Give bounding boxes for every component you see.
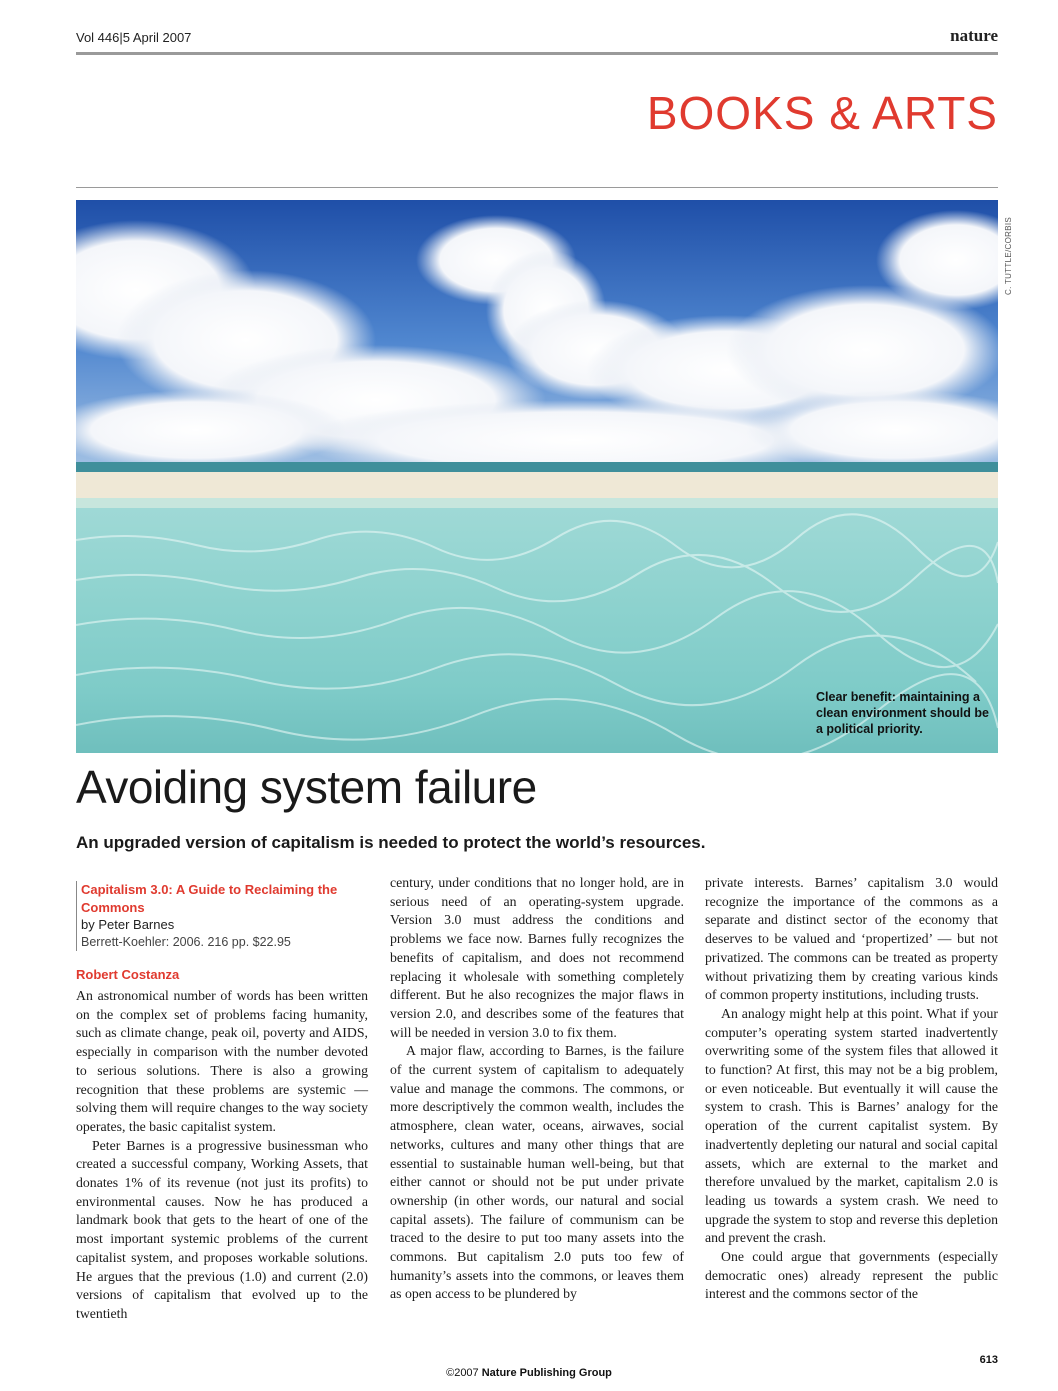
paragraph: One could argue that governments (especially democratic ones) already represent the public interest and the commons sector of the (705, 1249, 998, 1302)
article-headline: Avoiding system failure (76, 761, 537, 813)
photo-caption: Clear benefit: maintaining a clean environment should be a political priority. (816, 690, 989, 736)
paragraph: private interests. Barnes’ capitalism 3.0 would recognize the importance of the commons as a separate and distinct sector of the economy that deserves to be valued and ‘propertized’ — but not privatized. The commons can be treated as property without privatizing them by creating various kinds of common property institutions, including trusts. (705, 875, 998, 1003)
section-rule (76, 187, 998, 188)
paragraph: A major flaw, according to Barnes, is the failure of the current system of capitalism to adequately value and manage the commons. The commons, or more descriptively the common wealth, includes the atmosphere, clean water, oceans, airwaves, social networks, cultures and many other things that are essential to sustainable human well-being, but that either cannot or should not be put under private ownership (in other words, our natural and social capital assets). The failure of communism can be traced to the desire to put too many assets into the commons. But capitalism 2.0 puts too few of humanity’s assets into the commons, or leaves them as open access to be plundered by (390, 1043, 684, 1302)
page-number: 613 (979, 1354, 998, 1366)
body-column-3 (705, 874, 998, 1304)
paragraph: An analogy might help at this point. What if your computer’s operating system started inadvertently overwriting some of the system files that allowed it to function? At first, this may not be a big problem, or even noticeable. But eventually it will cause the system to crash. This is Barnes’ analogy for the operation of the current capitalist system. By inadvertently depleting our natural and social capital assets, which are external to the market and therefore unvalued by the market, capitalism 2.0 is leading us towards a system crash. We need to upgrade the system to stop and reverse this depletion and prevent the crash. (705, 1005, 998, 1246)
book-title: Capitalism 3.0: A Guide to Reclaiming the Commons (81, 882, 338, 915)
book-details (76, 881, 376, 951)
book-publisher: Berrett-Koehler: 2006. 216 pp. $22.95 (81, 934, 291, 949)
body-column-2 (390, 874, 684, 1304)
book-author: by Peter Barnes (81, 917, 175, 932)
beach-photo (76, 200, 998, 753)
paragraph: Peter Barnes is a progressive businessman who created a successful company, Working Assets, that donates 1% of its revenue (not just its profits) to environmental causes. Now he has produced a landmark book that gets to the heart of one of the most important systemic problems of the current capitalist system, and proposes workable solutions. He argues that the previous (1.0) and current (2.0) versions of capitalism that evolved up to the twentieth (76, 1137, 368, 1321)
publisher-name: Nature Publishing Group (481, 1367, 612, 1379)
copyright-footer (0, 1367, 1058, 1379)
photo-credit: C. TUTTLE/CORBIS (1004, 217, 1013, 295)
header-rule (76, 52, 998, 55)
journal-name: nature (950, 26, 998, 45)
volume-date: Vol 446|5 April 2007 (76, 30, 192, 45)
copyright-year: ©2007 (446, 1367, 479, 1379)
body-column-1 (76, 987, 368, 1324)
paragraph: An astronomical number of words has been written on the complex set of problems facing humanity, such as climate change, peak oil, poverty and AIDS, especially in comparison with the number devoted to serious solutions. There is also a growing recognition that these problems are systemic — solving them will require changes to the way society operates, the basic capitalist system. (76, 988, 368, 1134)
paragraph: century, under conditions that no longer hold, are in serious need of an operating-system upgrade. Version 3.0 must address the conditions and problems we face now. Barnes fully recognizes the benefits of capitalism, and does not recommend replacing it wholesale with something completely different. But he also recognizes the major flaws in version 2.0, and describes some of the features that will be needed in version 3.0 to fix them. (390, 875, 684, 1040)
reviewer-name: Robert Costanza (76, 967, 180, 982)
section-title: BOOKS & ARTS (646, 87, 998, 139)
article-standfirst: An upgraded version of capitalism is needed to protect the world’s resources. (76, 833, 706, 852)
